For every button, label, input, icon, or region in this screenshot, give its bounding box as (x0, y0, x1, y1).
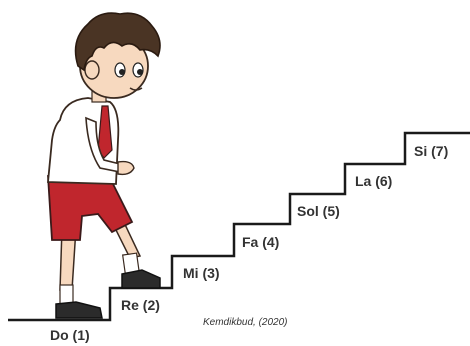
back-shoe (56, 302, 102, 318)
ear (85, 61, 99, 79)
step-label-si: Si (7) (414, 143, 449, 159)
step-label-re: Re (2) (121, 297, 160, 313)
right-pupil (137, 69, 143, 75)
image-credit: Kemdikbud, (2020) (203, 317, 288, 328)
step-label-fa: Fa (4) (242, 234, 280, 250)
left-pupil (119, 69, 125, 75)
step-label-sol: Sol (5) (297, 203, 340, 219)
student-boy-figure (48, 13, 160, 318)
front-shoe (122, 270, 160, 288)
hand (118, 162, 134, 175)
step-label-la: La (6) (355, 173, 393, 189)
step-label-do: Do (1) (50, 327, 90, 343)
step-label-mi: Mi (3) (183, 265, 220, 281)
